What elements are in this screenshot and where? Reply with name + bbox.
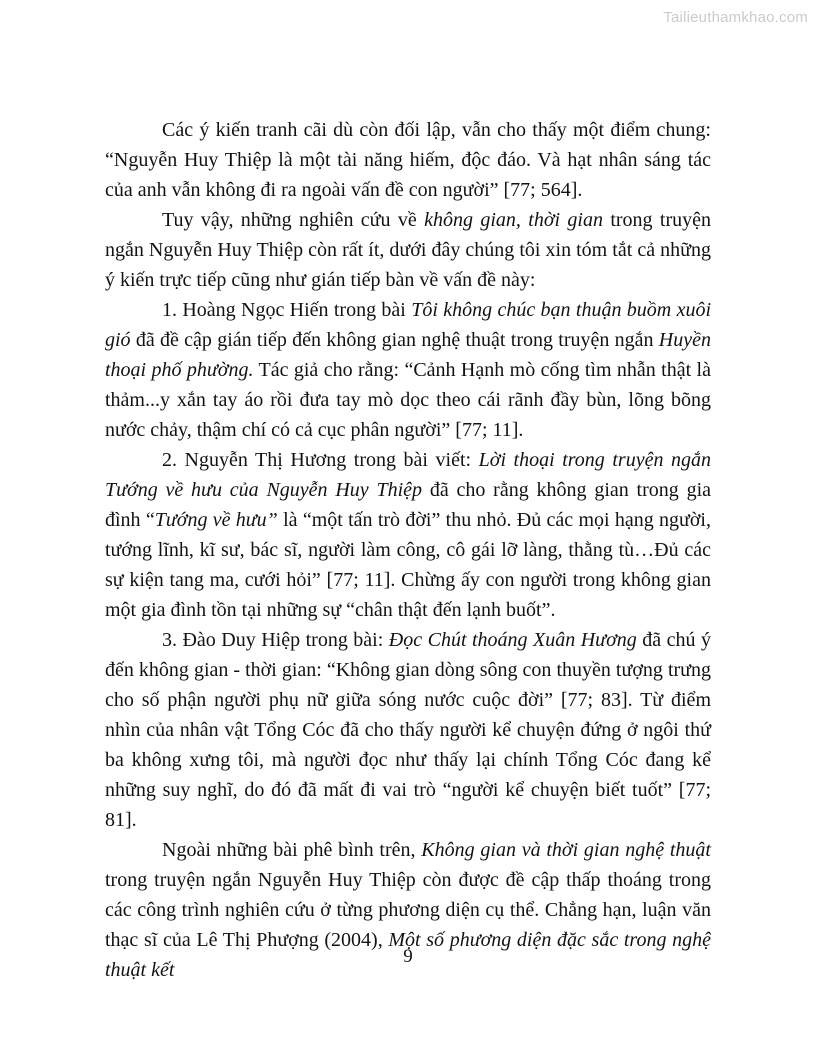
text-run: 2. Nguyễn Thị Hương trong bài viết:	[162, 449, 479, 471]
italic-text-run: Không gian và thời gian nghệ thuật	[421, 839, 711, 861]
text-run: trong truyện ngắn Nguyễn Huy Thiệp còn rất ít, dưới đây chúng tôi xin tóm tắt cả những ý kiến trực tiếp cũng như gián tiếp bàn về vấn đề này:	[105, 209, 711, 291]
text-run: Các ý kiến tranh cãi dù còn đối lập, vẫn cho thấy một điểm chung: “Nguyễn Huy Thiệp là một tài năng hiếm, độc đáo. Và hạt nhân sáng tác của anh vẫn không đi ra ngoài vấn đề con người” [77; 564].	[105, 119, 711, 201]
text-run: là “một tấn trò đời” thu nhỏ. Đủ các mọi hạng người, tướng lĩnh, kĩ sư, bác sĩ, người làm công, cô gái lỡ làng, thằng tù…Đủ các sự kiện tang ma, cưới hỏi” [77; 11]. Chừng ấy con người trong không gian một gia đình tồn tại những sự “chân thật đến lạnh buốt”.	[105, 509, 711, 621]
paragraph-item-3	[105, 625, 711, 835]
text-run: 1. Hoàng Ngọc Hiến trong bài	[162, 299, 412, 321]
paragraph-item-2	[105, 445, 711, 625]
italic-text-run: Huyền thoại phố phường.	[105, 329, 711, 381]
italic-text-run: Đọc Chút thoáng Xuân Hương	[388, 629, 637, 651]
italic-text-run: Tôi không chúc bạn thuận buồm xuôi gió	[105, 299, 712, 351]
text-run: trong truyện ngắn Nguyễn Huy Thiệp còn được đề cập thấp thoáng trong các công trình nghiên cứu ở từng phương diện cụ thể. Chẳng hạn, luận văn thạc sĩ của Lê Thị Phượng (2004),	[105, 869, 711, 951]
paragraph-item-1	[105, 295, 711, 445]
watermark: Tailieuthamkhao.com	[663, 9, 808, 26]
text-run: đã cho rằng không gian trong gia đình “	[105, 479, 712, 531]
text-run: Tuy vậy, những nghiên cứu về	[162, 209, 425, 231]
page-number: 9	[403, 946, 413, 967]
text-run: đã đề cập gián tiếp đến không gian nghệ thuật trong truyện ngắn	[130, 329, 659, 351]
text-run: Tác giả cho rằng: “Cảnh Hạnh mò cống tìm nhẫn thật là thảm...y xắn tay áo rồi đưa tay mò dọc theo cái rãnh đầy bùn, lõng bõng nước chảy, thậm chí có cả cục phân người” [77; 11].	[105, 359, 711, 441]
page-body	[105, 115, 711, 985]
italic-text-run: không gian, thời gian	[424, 209, 603, 231]
text-run: đã chú ý đến không gian - thời gian: “Không gian dòng sông con thuyền tượng trưng cho số phận người phụ nữ giữa sóng nước cuộc đời” [77; 83]. Từ điểm nhìn của nhân vật Tổng Cóc đã cho thấy người kể chuyện đứng ở ngôi thứ ba không xưng tôi, mà người đọc như thấy lại chính Tổng Cóc đang kể những suy nghĩ, do đó đã mất đi vai trò “người kể chuyện biết tuốt” [77; 81].	[105, 629, 712, 831]
paragraph-overview	[105, 205, 711, 295]
text-run: 3. Đào Duy Hiệp trong bài:	[162, 629, 389, 651]
italic-text-run: Tướng về hưu”	[154, 509, 278, 531]
italic-text-run: Lời thoại trong truyện ngắn Tướng về hưu của Nguyễn Huy Thiệp	[105, 449, 711, 501]
text-run: Ngoài những bài phê bình trên,	[162, 839, 422, 861]
paragraph-intro	[105, 115, 711, 205]
italic-text-run: Một số phương diện đặc sắc trong nghệ thuật kết	[105, 929, 711, 981]
